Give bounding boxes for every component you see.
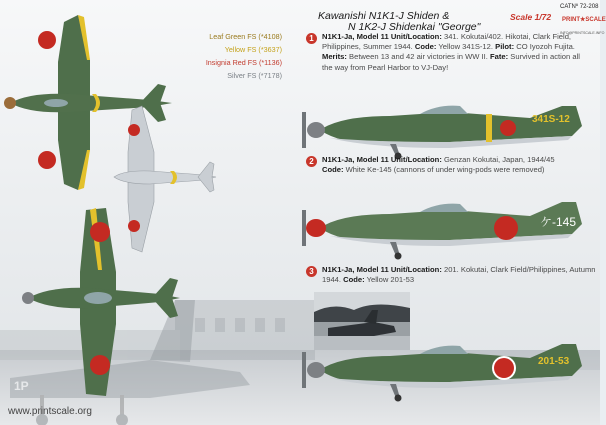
swatch-leaf-green: Leaf Green FS (*4108) bbox=[209, 32, 282, 41]
brand-logo-text: PRINT★SCALE bbox=[562, 17, 606, 23]
top-view-aircraft-2 bbox=[20, 200, 190, 400]
side-1-tail-code: 341S-12 bbox=[532, 114, 570, 125]
sheet-title-line1: Kawanishi N1K1-J Shiden & bbox=[318, 10, 450, 22]
photo-fuselage-code: 1P bbox=[14, 379, 29, 393]
entry-2-unit-label: Unit/Location: bbox=[390, 155, 442, 164]
entry-3-unit-text: 201. Kokutai, Clark Field/Philippines, Autumn 1944. bbox=[322, 265, 596, 285]
entry-number-3: 3 bbox=[306, 266, 317, 277]
entry-3-text bbox=[322, 265, 596, 285]
entry-1-unit-label: Unit/Location: bbox=[390, 32, 442, 41]
brand-tagline: INFO@PRINTSCALE.INFO bbox=[560, 31, 605, 35]
entry-1-fate-label: Fate: bbox=[490, 52, 509, 62]
sheet-title-line2: N 1K2-J Shidenkai "George" bbox=[348, 21, 481, 33]
side-profile-2 bbox=[300, 186, 600, 262]
scale-label: Scale 1/72 bbox=[510, 12, 552, 22]
swatch-insignia-red: Insignia Red FS (*1136) bbox=[205, 58, 282, 67]
entry-1-merits-text: Between 13 and 42 air victories in WW II. bbox=[349, 52, 488, 62]
wing-hinomaru bbox=[90, 355, 110, 375]
swatch-silver: Silver FS (*7178) bbox=[227, 71, 282, 80]
entry-1-pilot-label: Pilot: bbox=[495, 42, 515, 52]
entry-2-text bbox=[322, 155, 596, 175]
entry-2-code-label: Code: bbox=[322, 165, 344, 175]
color-legend bbox=[172, 30, 282, 82]
swatch-yellow: Yellow FS (*3637) bbox=[224, 45, 282, 54]
entry-number-2: 2 bbox=[306, 156, 317, 167]
cockpit-canopy bbox=[44, 99, 68, 107]
side-profile-3 bbox=[300, 330, 600, 406]
entry-2-unit-text: Genzan Kokutai, Japan, 1944/45 bbox=[443, 155, 555, 164]
footer-website-link[interactable]: www.printscale.org bbox=[8, 406, 92, 417]
entry-3-code-text: Yellow 201-53 bbox=[366, 275, 415, 285]
entry-1-unit-text: 341. Kokutai/402. Hikotai, Clark Field, Philippines, Summer 1944. bbox=[322, 32, 572, 52]
entry-1-code-label: Code: bbox=[414, 42, 437, 52]
entry-3-model: N1K1-Ja, Model 11 bbox=[322, 265, 389, 274]
wing-hinomaru bbox=[38, 31, 56, 49]
entry-1-text bbox=[322, 32, 590, 73]
entry-2-code-text: White Ke-145 (cannons of under wing-pods were removed) bbox=[345, 165, 545, 175]
wing-hinomaru bbox=[38, 151, 56, 169]
side-2-tail-code: ケ-145 bbox=[540, 215, 577, 229]
wing-hinomaru bbox=[90, 222, 110, 242]
entry-1-code-text: Yellow 341S-12. bbox=[438, 42, 493, 52]
catalog-number: CATNº 72-208 bbox=[560, 4, 599, 10]
entry-1-fate-text: Survived in action all the way from Pearl Harbor to VJ-Day! bbox=[322, 52, 580, 72]
entry-2-model: N1K1-Ja, Model 11 bbox=[322, 155, 389, 164]
side-3-tail-code: 201-53 bbox=[538, 356, 570, 367]
entry-number-1: 1 bbox=[306, 33, 317, 44]
entry-3-code-label: Code: bbox=[343, 275, 365, 285]
underside-hinomaru bbox=[128, 124, 140, 136]
entry-3-unit-label: Unit/Location: bbox=[390, 265, 442, 274]
propeller-spinner bbox=[4, 97, 16, 109]
entry-1-merits-label: Merits: bbox=[322, 52, 347, 62]
entry-1-pilot-text: CO Iyozoh Fujita. bbox=[516, 42, 575, 52]
entry-1-model: N1K1-Ja, Model 11 bbox=[322, 32, 389, 41]
side-profile-1 bbox=[300, 92, 600, 160]
